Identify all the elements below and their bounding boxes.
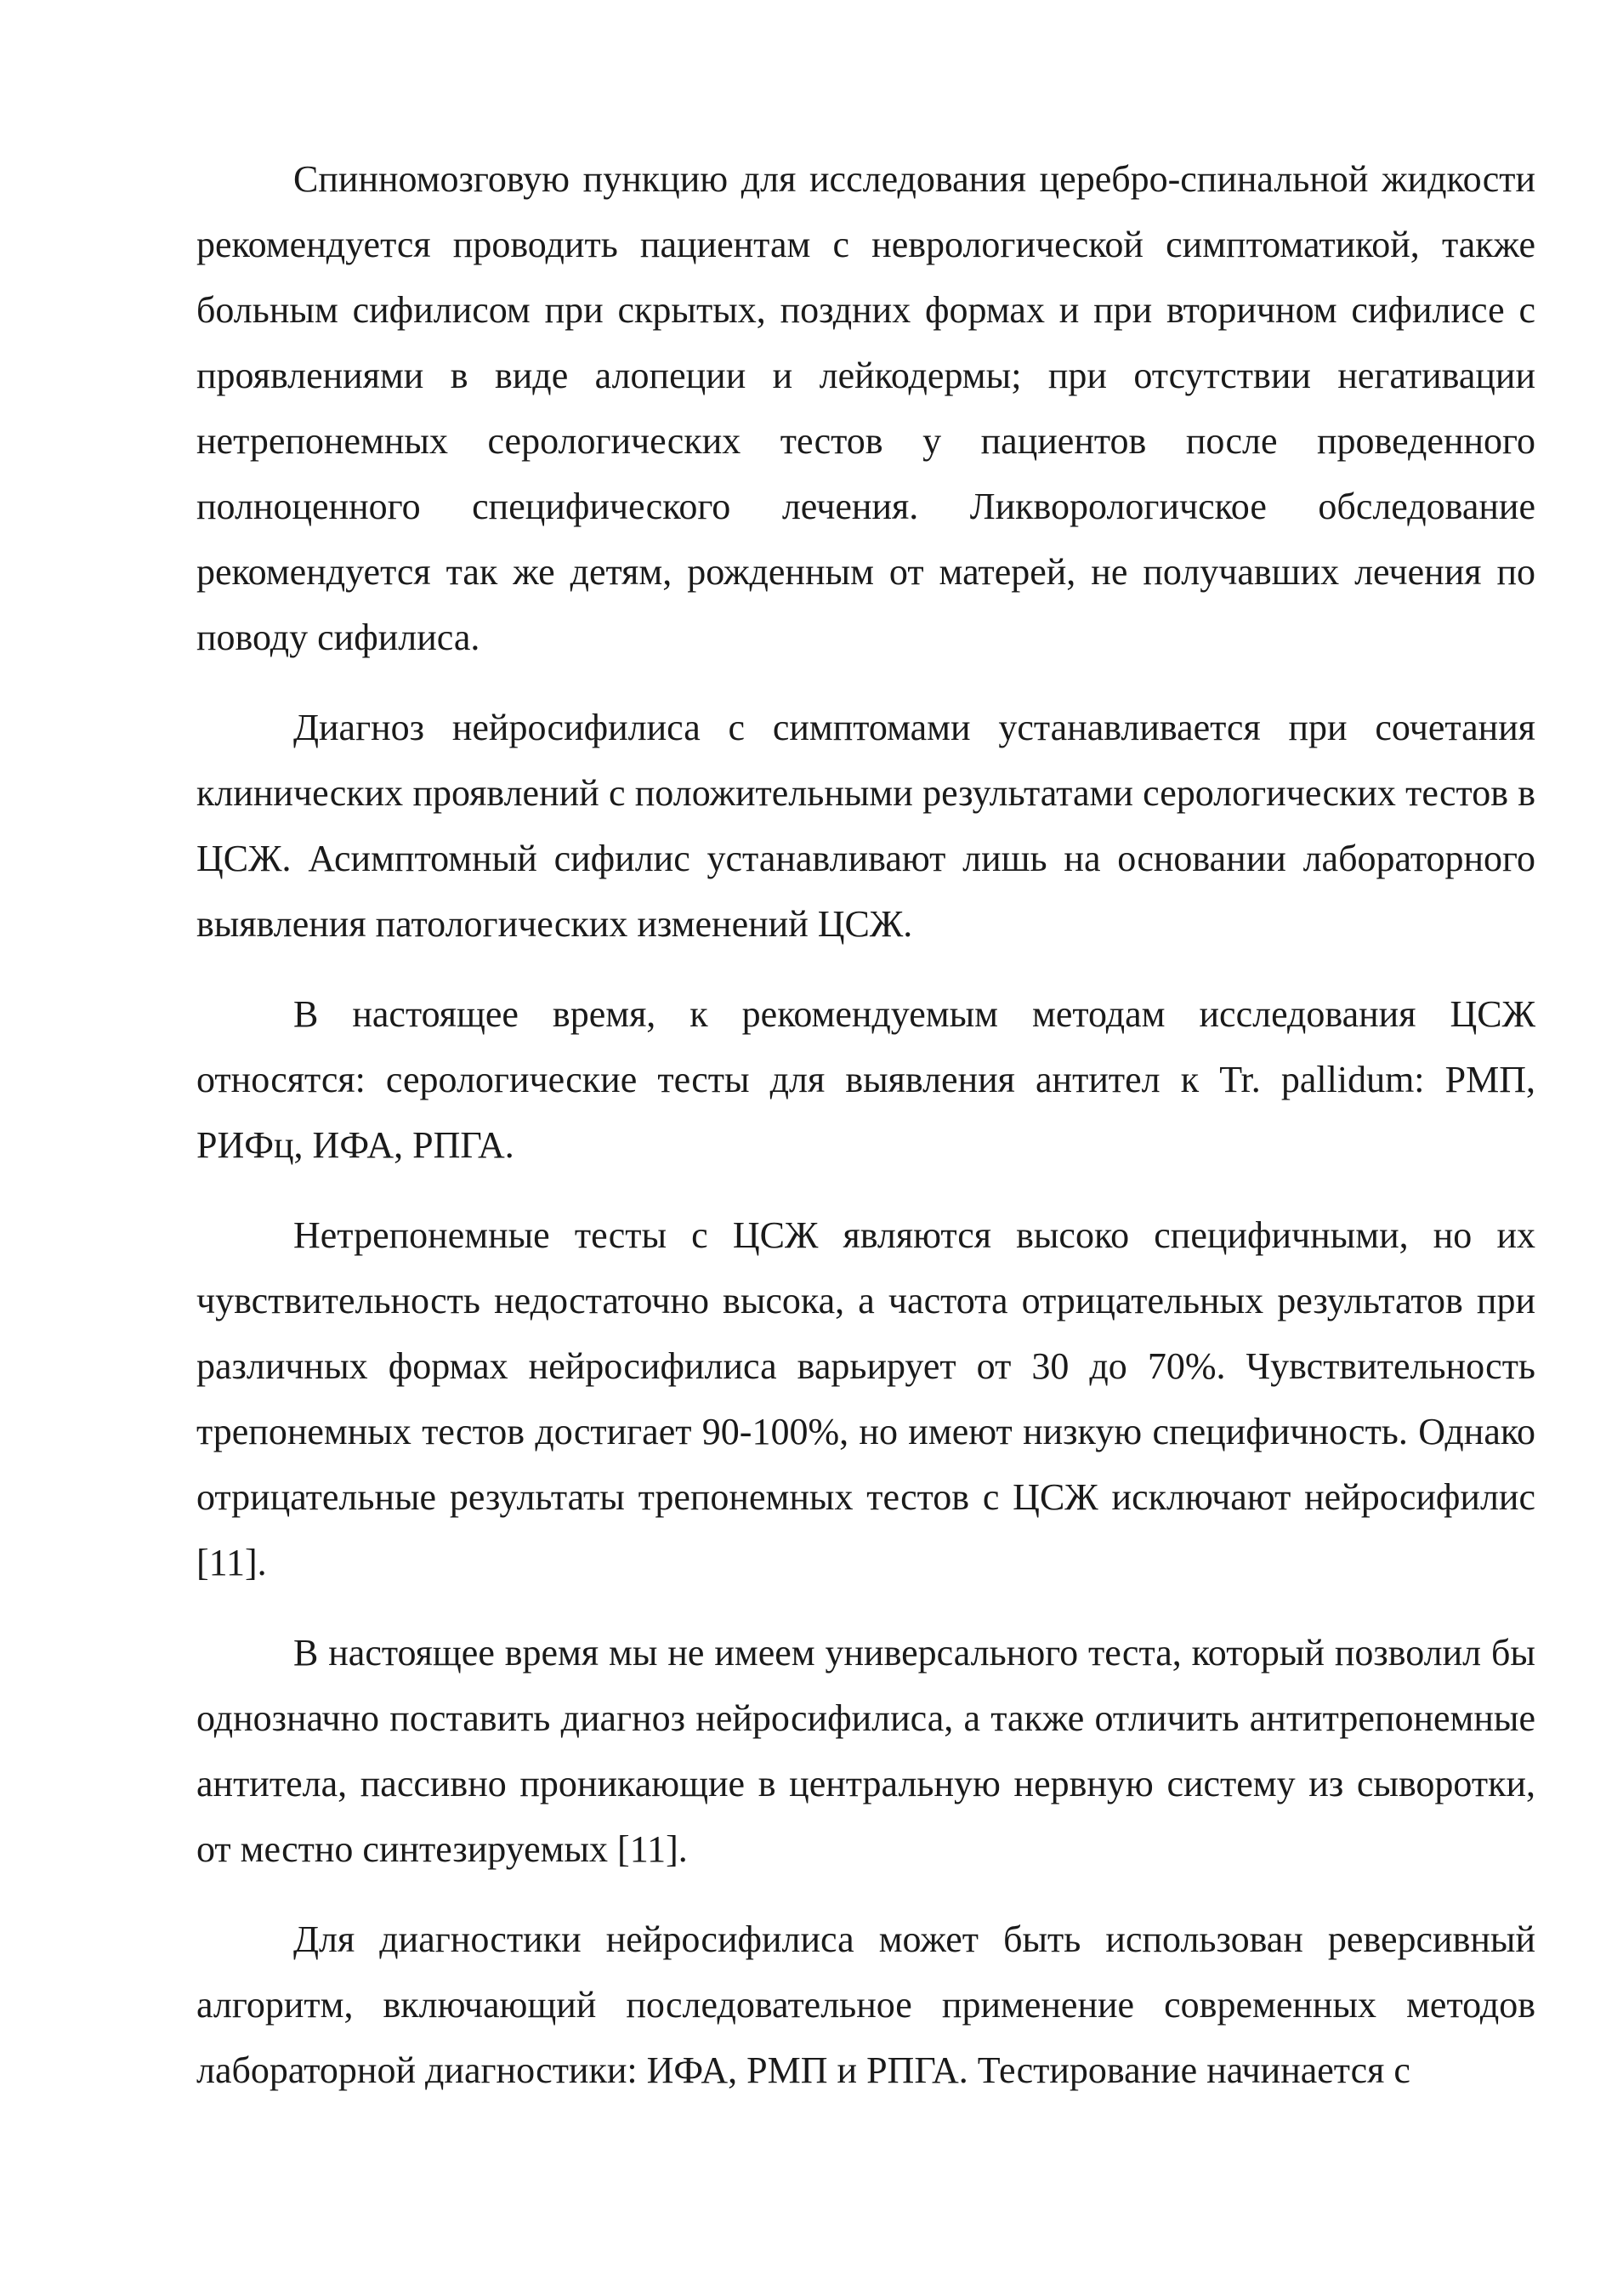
paragraph-neurosyphilis-diagnosis: Диагноз нейросифилиса с симптомами устанавливается при сочетания клинических проявлений с положительными результатами серологических тестов в ЦСЖ. Асимптомный сифилис устанавливают лишь на основании лабораторного выявления патологических изменений ЦСЖ. <box>196 707 1535 945</box>
document-body <box>196 146 1535 2128</box>
paragraph-universal-test: В настоящее время мы не имеем универсального теста, который позволил бы однозначно поставить диагноз нейросифилиса, а также отличить антитрепонемные антитела, пассивно проникающие в центральную нервную систему из сыворотки, от местно синтезируемых [11]. <box>196 1632 1535 1870</box>
paragraph-reverse-algorithm: Для диагностики нейросифилиса может быть использован реверсивный алгоритм, включающий последовательное применение современных методов лабораторной диагностики: ИФА, РМП и РПГА. Тестирование начинается с <box>196 1918 1535 2091</box>
paragraph-lumbar-puncture: Спинномозговую пункцию для исследования церебро-спинальной жидкости рекомендуется проводить пациентам с неврологической симптоматикой, также больным сифилисом при скрытых, поздних формах и при вторичном сифилисе с проявлениями в виде алопеции и лейкодермы; при отсутствии негативации нетрепонемных серологических тестов у пациентов после проведенного полноценного специфического лечения. Ликворологичское обследование рекомендуется так же детям, рожденным от матерей, не получавших лечения по поводу сифилиса. <box>196 158 1535 658</box>
paragraph-nontreponemal-tests: Нетрепонемные тесты с ЦСЖ являются высоко специфичными, но их чувствительность недостаточно высока, а частота отрицательных результатов при различных формах нейросифилиса варьирует от 30 до 70%. Чувствительность трепонемных тестов достигает 90-100%, но имеют низкую специфичность. Однако отрицательные результаты трепонемных тестов с ЦСЖ исключают нейросифилис [11]. <box>196 1214 1535 1583</box>
paragraph-recommended-methods: В настоящее время, к рекомендуемым методам исследования ЦСЖ относятся: серологические тесты для выявления антител к Tr. pallidum: РМП, РИФц, ИФА, РПГА. <box>196 993 1535 1166</box>
